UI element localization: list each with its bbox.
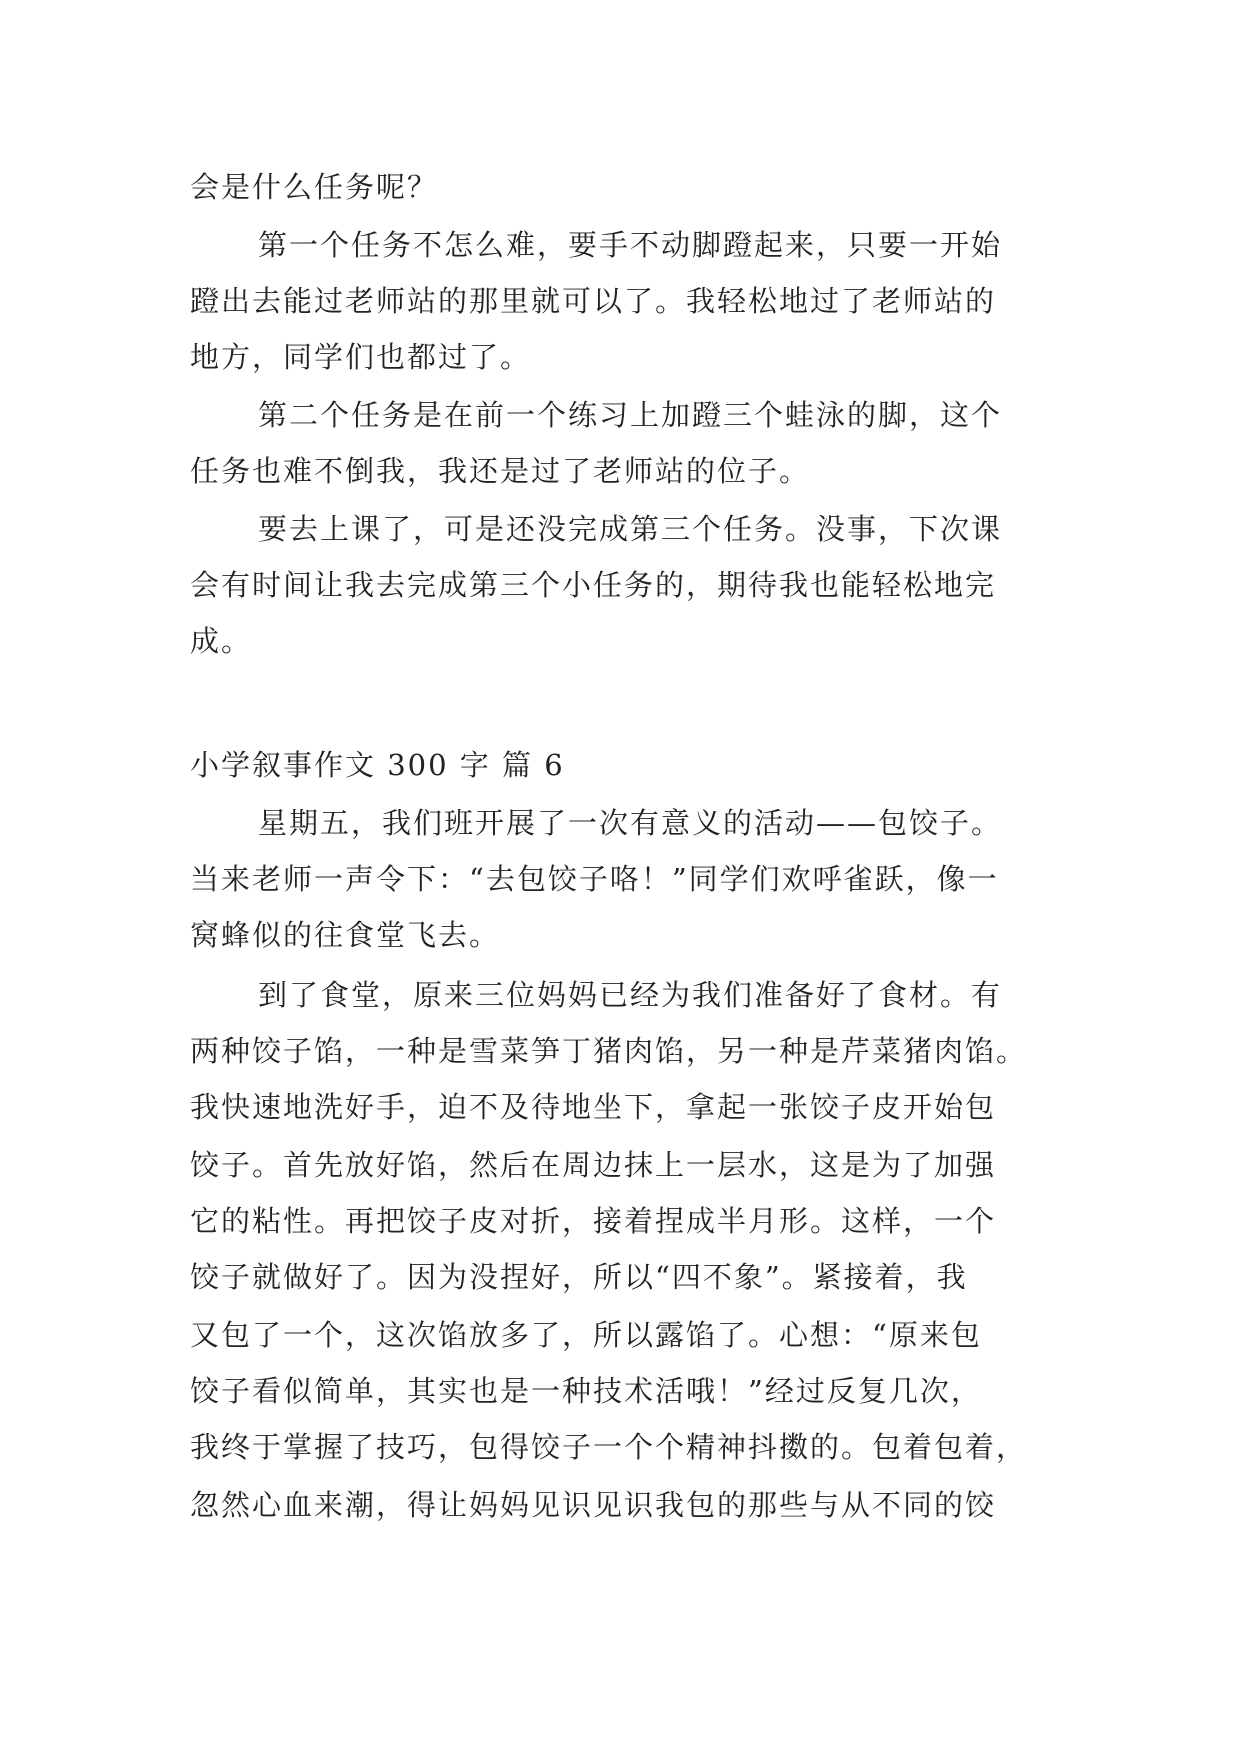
paragraph-line: 忽然心血来潮，得让妈妈见识见识我包的那些与从不同的饺 — [190, 1488, 997, 1522]
paragraph-line: 饺子看似简单，其实也是一种技术活哦！”经过反复几次， — [190, 1374, 982, 1408]
section-heading: 小学叙事作文 300 字 篇 6 — [190, 748, 565, 782]
paragraph-line: 又包了一个，这次馅放多了，所以露馅了。心想：“原来包 — [190, 1318, 982, 1352]
paragraph-line: 到了食堂，原来三位妈妈已经为我们准备好了食材。有 — [258, 978, 1003, 1012]
paragraph-line: 会有时间让我去完成第三个小任务的，期待我也能轻松地完 — [190, 568, 997, 602]
paragraph-line: 任务也难不倒我，我还是过了老师站的位子。 — [190, 454, 811, 488]
paragraph-line: 饺子就做好了。因为没捏好，所以“四不象”。紧接着，我 — [190, 1260, 968, 1294]
paragraph-line: 我终于掌握了技巧，包得饺子一个个精神抖擞的。包着包着， — [190, 1430, 1028, 1464]
paragraph-line: 当来老师一声令下：“去包饺子咯！”同学们欢呼雀跃，像一 — [190, 862, 999, 896]
paragraph-line: 星期五，我们班开展了一次有意义的活动——包饺子。 — [258, 806, 1003, 840]
paragraph-line: 饺子。首先放好馅，然后在周边抹上一层水，这是为了加强 — [190, 1148, 997, 1182]
paragraph-line: 会是什么任务呢？ — [190, 170, 439, 204]
paragraph-line: 要去上课了，可是还没完成第三个任务。没事，下次课 — [258, 512, 1003, 546]
paragraph-line: 第二个任务是在前一个练习上加蹬三个蛙泳的脚，这个 — [258, 398, 1003, 432]
paragraph-line: 蹬出去能过老师站的那里就可以了。我轻松地过了老师站的 — [190, 284, 997, 318]
paragraph-line: 第一个任务不怎么难，要手不动脚蹬起来，只要一开始 — [258, 228, 1003, 262]
paragraph-line: 我快速地洗好手，迫不及待地坐下，拿起一张饺子皮开始包 — [190, 1090, 997, 1124]
paragraph-line: 两种饺子馅，一种是雪菜笋丁猪肉馅，另一种是芹菜猪肉馅。 — [190, 1034, 1028, 1068]
paragraph-line: 成。 — [190, 624, 253, 658]
paragraph-line: 地方，同学们也都过了。 — [190, 340, 532, 374]
paragraph-line: 窝蜂似的往食堂飞去。 — [190, 918, 501, 952]
paragraph-line: 它的粘性。再把饺子皮对折，接着捏成半月形。这样，一个 — [190, 1204, 997, 1238]
